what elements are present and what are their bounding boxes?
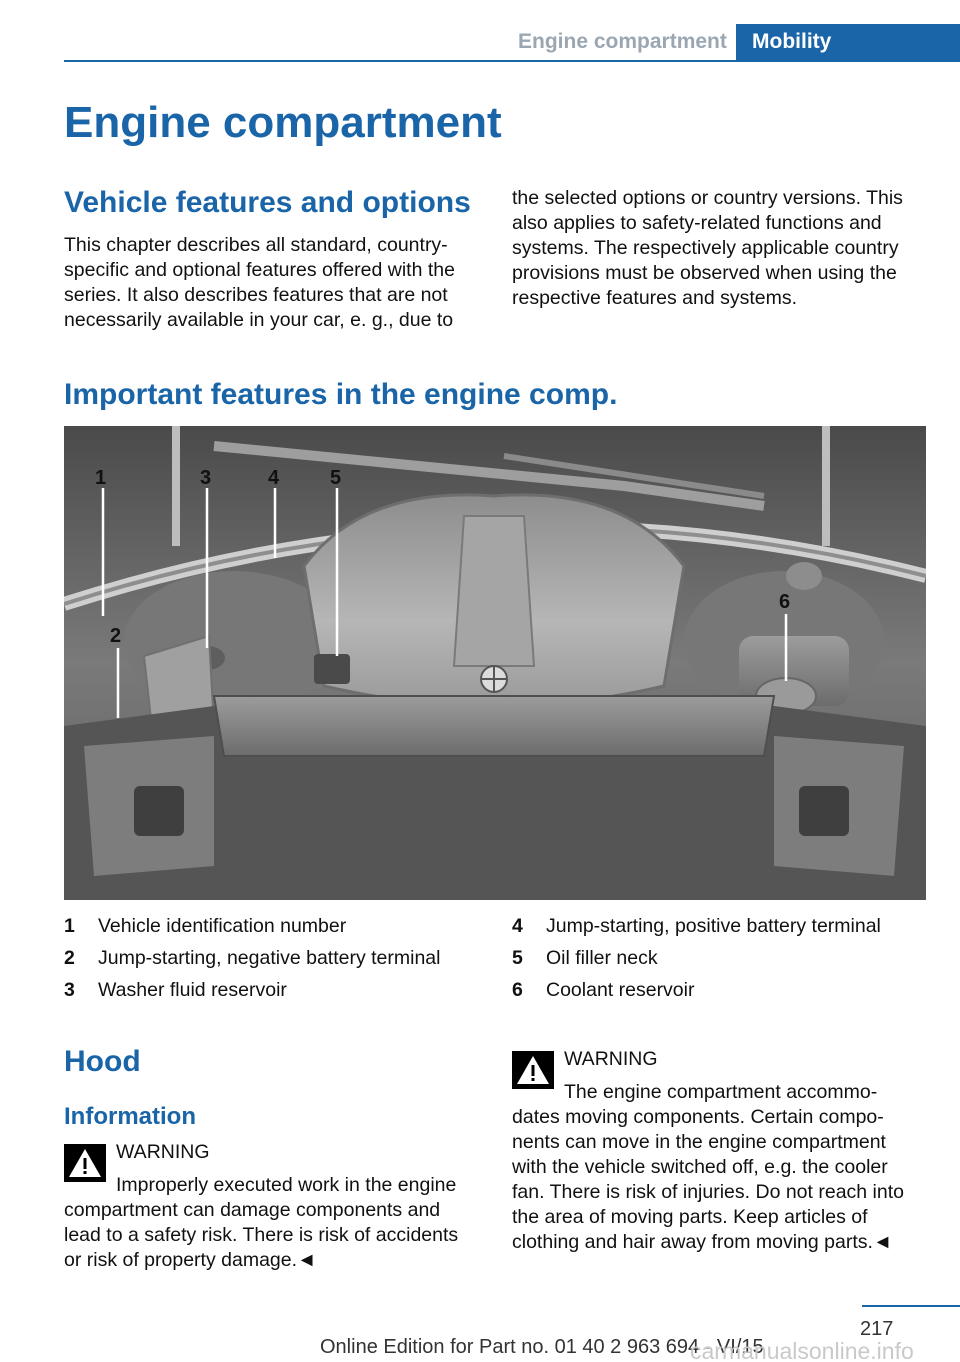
legend-left [64, 910, 441, 1006]
page-number: 217 [860, 1318, 894, 1340]
header-section-title: Engine compartment [518, 30, 727, 53]
legend-item [512, 974, 881, 1006]
legend-text: Vehicle identification number [98, 914, 347, 937]
legend-number: 3 [64, 978, 75, 1001]
page-title: Engine compartment [64, 98, 502, 147]
text-line: clothing and hair away from moving parts.◄ [512, 1231, 893, 1253]
warning-label: WARNING [564, 1048, 658, 1070]
legend-item [512, 910, 881, 942]
text-line: provisions must be observed when using the [512, 262, 897, 284]
legend-item [64, 974, 441, 1006]
text-line: series. It also describes features that are not [64, 284, 448, 306]
text-line: with the vehicle switched off, e.g. the cooler [512, 1156, 888, 1178]
text-line: the area of moving parts. Keep articles of [512, 1206, 868, 1228]
text-line: fan. There is risk of injuries. Do not reach into [512, 1181, 904, 1203]
watermark: carmanualsonline.info [690, 1338, 914, 1362]
legend-text: Jump-starting, positive battery terminal [546, 914, 881, 937]
heading-information: Information [64, 1103, 196, 1130]
warning-text [64, 1173, 458, 1273]
header-rule [64, 60, 960, 62]
legend-number: 1 [64, 914, 75, 937]
text-line: respective features and systems. [512, 287, 798, 309]
legend-item [64, 910, 441, 942]
text-line: Improperly executed work in the engine [116, 1174, 457, 1196]
header-chapter-tab: Mobility [736, 24, 960, 62]
legend-number: 5 [512, 946, 523, 969]
legend-number: 4 [512, 914, 523, 937]
warning-label: WARNING [116, 1141, 210, 1163]
legend-number: 6 [512, 978, 523, 1001]
text-line: dates moving components. Certain compo- [512, 1106, 884, 1128]
legend-text: Coolant reservoir [546, 978, 695, 1001]
text-line: also applies to safety-related functions and [512, 212, 882, 234]
callout-label: 2 [110, 625, 122, 647]
heading-important-features: Important features in the engine comp. [64, 378, 618, 411]
text-line: specific and optional features offered with the [64, 259, 455, 281]
legend-item [512, 942, 881, 974]
engine-compartment-photo [64, 426, 926, 900]
text-line: necessarily available in your car, e. g., due to [64, 309, 454, 331]
heading-hood: Hood [64, 1045, 141, 1078]
vehicle-features-text-right [512, 186, 903, 311]
callout-label: 4 [268, 467, 280, 489]
text-line: This chapter describes all standard, country- [64, 234, 448, 256]
text-line: nents can move in the engine compartment [512, 1131, 886, 1153]
text-line: compartment can damage components and [64, 1199, 441, 1221]
text-line: lead to a safety risk. There is risk of accidents [64, 1224, 459, 1246]
footer-rule [862, 1305, 960, 1307]
callout-label: 6 [779, 591, 791, 613]
vehicle-features-text-left [64, 233, 455, 333]
callout-label: 1 [95, 467, 107, 489]
text-line: systems. The respectively applicable country [512, 237, 899, 259]
callout-label: 5 [330, 467, 342, 489]
footer-edition: Online Edition for Part no. 01 40 2 963 694 - VI/15 [320, 1336, 764, 1358]
text-line: or risk of property damage.◄ [64, 1249, 317, 1271]
legend-text: Jump-starting, negative battery terminal [98, 946, 441, 969]
legend-right [512, 910, 881, 1006]
heading-vehicle-features: Vehicle features and options [64, 186, 471, 219]
callout-label: 3 [200, 467, 212, 489]
legend-text: Oil filler neck [546, 946, 658, 969]
text-line: the selected options or country versions. This [512, 187, 903, 209]
text-line: The engine compartment accommo- [564, 1081, 878, 1103]
legend-number: 2 [64, 946, 75, 969]
legend-text: Washer fluid reservoir [98, 978, 287, 1001]
legend-item [64, 942, 441, 974]
warning-text [512, 1080, 904, 1255]
